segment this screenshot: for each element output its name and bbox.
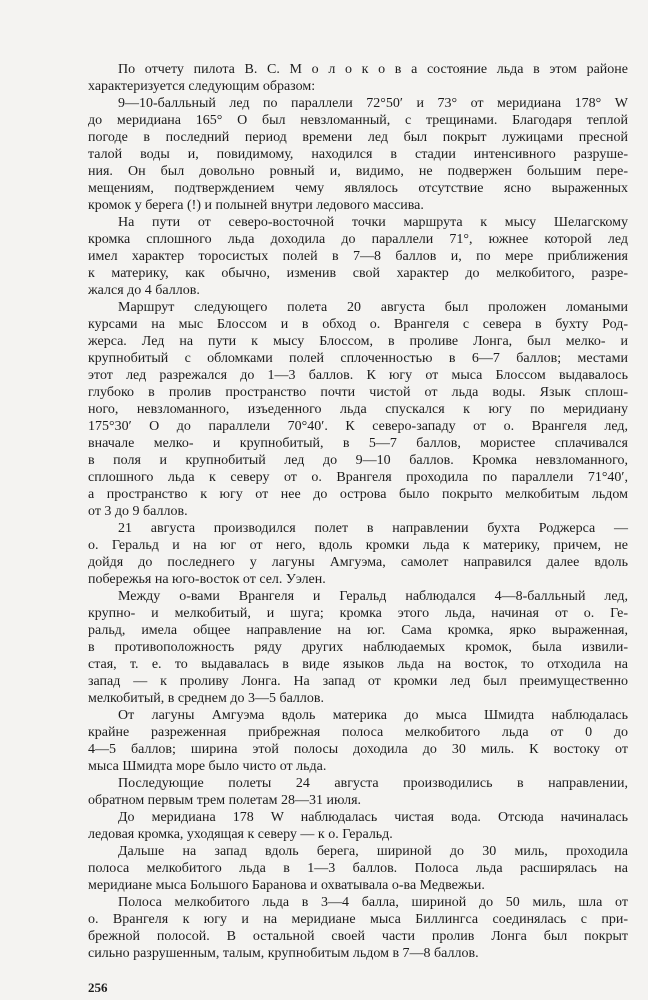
- text-line: От лагуны Амгуэма вдоль материка до мыса Шмидта наблюдалась: [118, 708, 628, 723]
- text-line: вначале мелко- и крупнобитый, в 5—7 баллов, мористее сплачивался: [88, 436, 628, 451]
- text-line: На пути от северо-восточной точки маршрута к мысу Шелагскому: [118, 215, 628, 230]
- text-line: о. Геральд и на юг от него, вдоль кромки льда к материку, причем, не: [88, 538, 628, 553]
- text-line: крайне разреженная прибрежная полоса мелкобитого льда от 0 до: [88, 725, 628, 740]
- text-line: побережья на юго-восток от сел. Уэлен.: [88, 572, 326, 587]
- text-line: стая, т. е. то выдавалась в виде языков льда на восток, то отходила на: [88, 657, 628, 672]
- paragraph: [88, 707, 628, 775]
- page-number: 256: [88, 980, 108, 995]
- text-line: в поля и крупнобитый лед до 9—10 баллов. Кромка невзломанного,: [88, 453, 628, 468]
- paragraphs: [88, 61, 628, 962]
- paragraph: [88, 894, 628, 962]
- text-line: кромок у берега (!) и полыней внутри ледового массива.: [88, 198, 424, 213]
- text-line: глубоко в пролив пространство почти чистой от льда воды. Язык сплош-: [88, 385, 628, 400]
- text-line: крупнобитый с обломками полей сплоченностью в 6—7 баллов; местами: [88, 351, 628, 366]
- paragraph: [88, 520, 628, 588]
- paragraph: [88, 299, 628, 520]
- text-line: мелкобитый, в среднем до 3—5 баллов.: [88, 691, 324, 706]
- text-line: к материку, как обычно, изменив свой характер до мелкобитого, разре-: [88, 266, 628, 281]
- text-line: мещениям, подтверждением чему являлось отсутствие ясно выраженных: [88, 181, 628, 196]
- text-line: характеризуется следующим образом:: [88, 79, 316, 94]
- text-line: Маршрут следующего полета 20 августа был проложен ломаными: [118, 300, 628, 315]
- paragraph: [88, 61, 628, 95]
- text-line: Дальше на запад вдоль берега, шириной до 30 миль, проходила: [118, 844, 628, 859]
- text-line: брежной полосой. В остальной своей части пролив Лонга был покрыт: [88, 929, 628, 944]
- text-line: курсами на мыс Блоссом и в обход о. Врангеля с севера в бухту Род-: [88, 317, 628, 332]
- text-line: До меридиана 178 W наблюдалась чистая вода. Отсюда начиналась: [118, 810, 628, 825]
- text-line: полоса мелкобитого льда в 1—3 баллов. Полоса льда расширялась на: [88, 861, 628, 876]
- text-line: мыса Шмидта море было чисто от льда.: [88, 759, 327, 774]
- text-line: запад — к проливу Лонга. На запад от кромки лед был преимущественно: [88, 674, 628, 689]
- text-line: меридиане мыса Большого Баранова и охватывала о-ва Медвежьи.: [88, 878, 485, 893]
- text-line: жался до 4 баллов.: [88, 283, 200, 298]
- paragraph: [88, 588, 628, 707]
- text-line: погоде в последний период времени лед был покрыт лужицами пресной: [88, 130, 628, 145]
- text-line: этот лед разрежался до 1—3 баллов. К югу от мыса Блоссом выдавалось: [88, 368, 628, 383]
- body-text: [88, 61, 628, 996]
- text-line: сильно разрушенным, талым, крупнобитым льдом в 7—8 баллов.: [88, 946, 479, 961]
- text-line: от 3 до 9 баллов.: [88, 504, 188, 519]
- text-line: до меридиана 165° О был невзломанный, с трещинами. Благодаря теплой: [88, 113, 628, 128]
- paragraph: [88, 214, 628, 299]
- text-line: ного, невзломанного, изъеденного льда спускался к югу по меридиану: [88, 402, 628, 417]
- paragraph: [88, 809, 628, 843]
- text-line: Между о-вами Врангеля и Геральд наблюдался 4—8-балльный лед,: [118, 589, 628, 604]
- text-line: 4—5 баллов; ширина этой полосы доходила до 30 миль. К востоку от: [88, 742, 628, 757]
- paragraph: [88, 775, 628, 809]
- text-line: По отчету пилота В. С. М о л о к о в а состояние льда в этом районе: [118, 62, 628, 77]
- text-line: а пространство к югу от нее до острова было покрыто мелкобитым льдом: [88, 487, 628, 502]
- text-line: в противоположность ряду других наблюдаемых кромок, была извили-: [88, 640, 628, 655]
- text-line: ральд, имела общее направление на юг. Сама кромка, ярко выраженная,: [88, 623, 628, 638]
- text-line: обратном первым трем полетам 28—31 июля.: [88, 793, 362, 808]
- text-line: 9—10-балльный лед по параллели 72°50′ и 73° от меридиана 178° W: [118, 96, 628, 111]
- text-line: ледовая кромка, уходящая к северу — к о. Геральд.: [88, 827, 393, 842]
- text-line: крупно- и мелкобитый, и шуга; кромка этого льда, начиная от о. Ге-: [88, 606, 628, 621]
- text-line: кромка сплошного льда доходила до параллели 71°, южнее которой лед: [88, 232, 628, 247]
- text-line: жерса. Лед на пути к мысу Блоссом, в проливе Лонга, был мелко- и: [88, 334, 628, 349]
- text-line: 21 августа производился полет в направлении бухта Роджерса —: [118, 521, 628, 536]
- text-line: талой воды и, повидимому, находился в стадии интенсивного разруше-: [88, 147, 628, 162]
- text-line: сплошного льда к северу от о. Врангеля проходила по параллели 71°40′,: [88, 470, 628, 485]
- text-line: имел характер торосистых полей в 7—8 баллов и, по мере приближения: [88, 249, 628, 264]
- text-line: о. Врангеля к югу и на меридиане мыса Биллингса соединялась с при-: [88, 912, 628, 927]
- text-line: 175°30′ О до параллели 70°40′. К северо-западу от о. Врангеля лед,: [88, 419, 628, 434]
- text-line: Полоса мелкобитого льда в 3—4 балла, шириной до 50 миль, шла от: [118, 895, 628, 910]
- text-line: Последующие полеты 24 августа производились в направлении,: [118, 776, 628, 791]
- paragraph: [88, 95, 628, 214]
- text-line: дойдя до последнего у лагуны Амгуэма, самолет направился далее вдоль: [88, 555, 628, 570]
- text-line: ния. Он был довольно ровный и, видимо, не подвержен большим пере-: [88, 164, 628, 179]
- paragraph: [88, 843, 628, 894]
